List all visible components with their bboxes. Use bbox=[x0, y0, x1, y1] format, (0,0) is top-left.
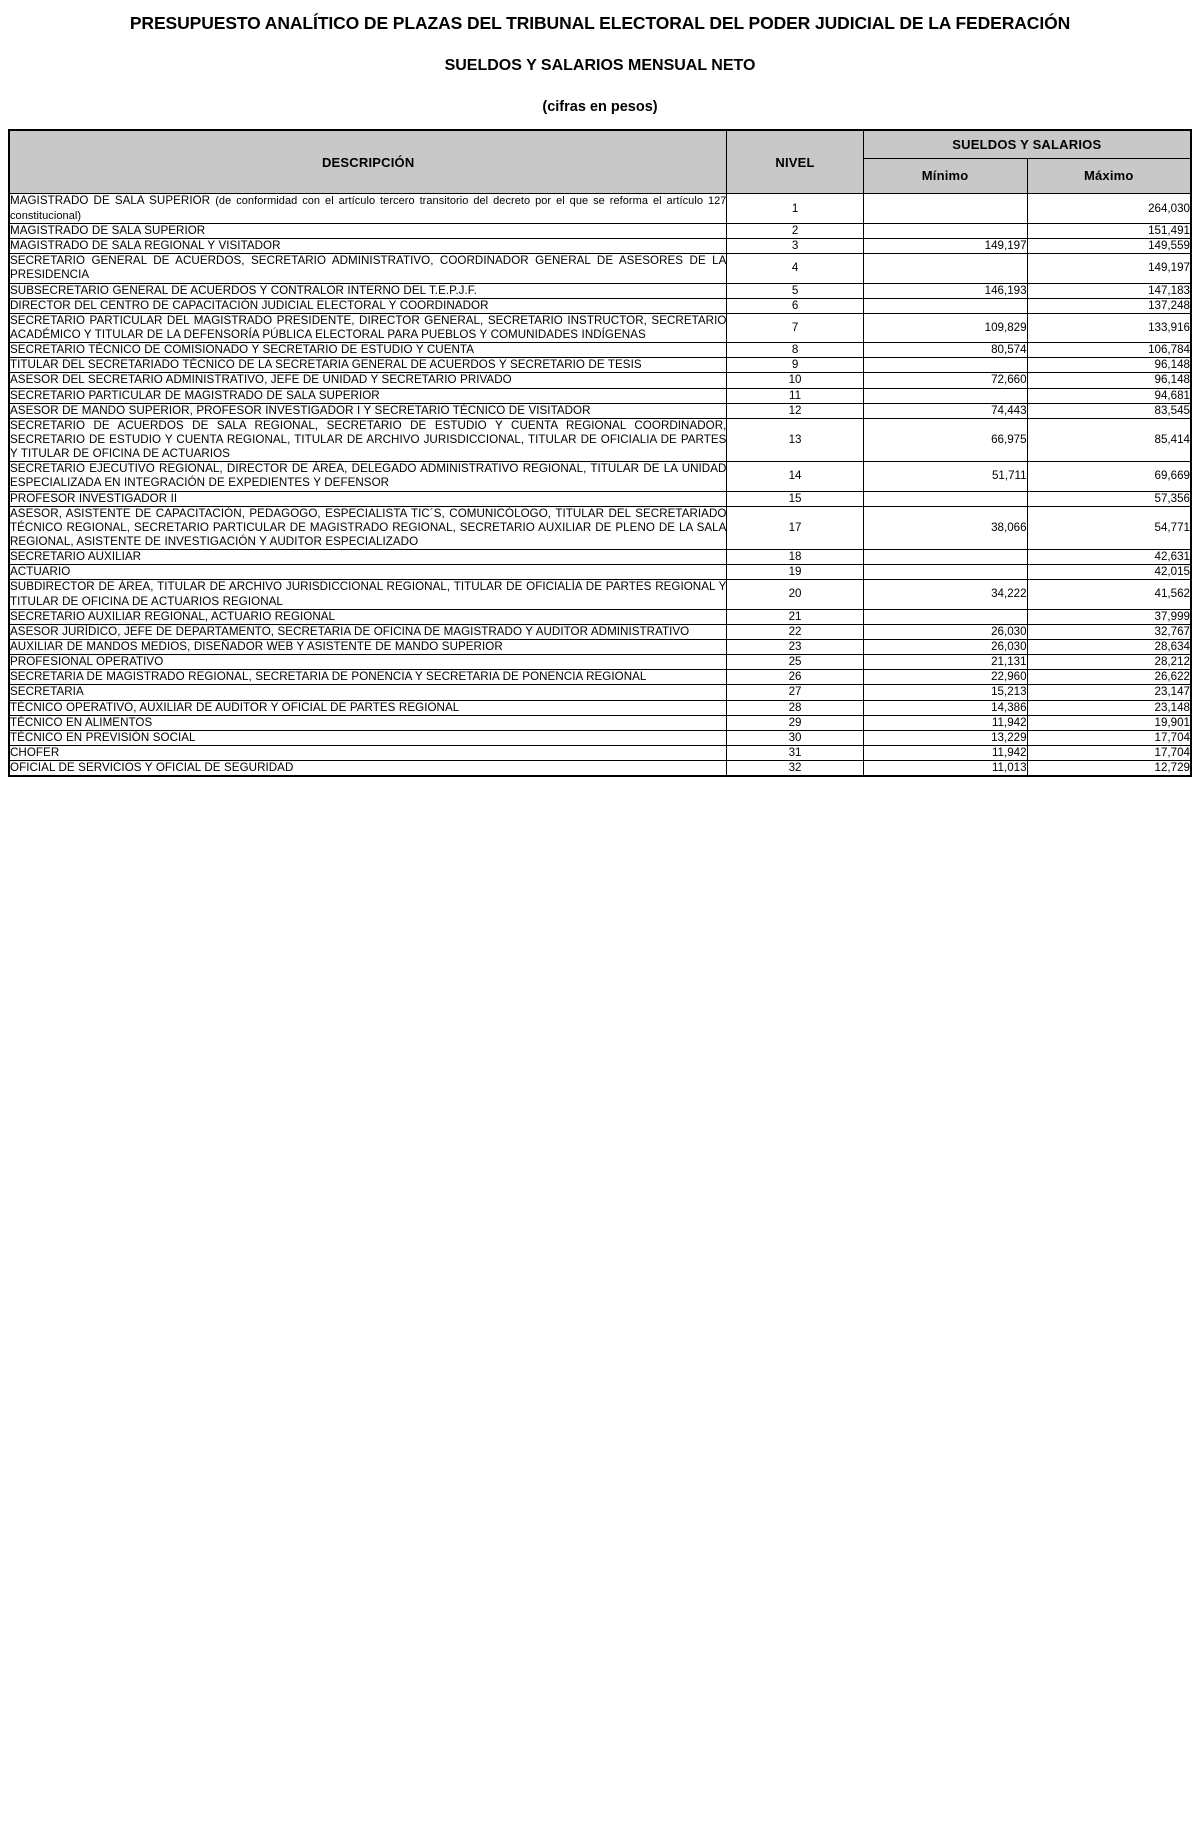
cell-descripcion: TÉCNICO EN ALIMENTOS bbox=[9, 715, 727, 730]
cell-nivel: 27 bbox=[727, 685, 863, 700]
cell-descripcion: TITULAR DEL SECRETARIADO TÉCNICO DE LA SECRETARIA GENERAL DE ACUERDOS Y SECRETARIO DE TESIS bbox=[9, 358, 727, 373]
cell-nivel: 6 bbox=[727, 298, 863, 313]
cell-descripcion: AUXILIAR DE MANDOS MEDIOS, DISEÑADOR WEB Y ASISTENTE DE MANDO SUPERIOR bbox=[9, 639, 727, 654]
cell-maximo: 23,148 bbox=[1027, 700, 1191, 715]
table-row bbox=[9, 624, 1191, 639]
cell-maximo: 133,916 bbox=[1027, 313, 1191, 342]
table-header-row-1 bbox=[9, 130, 1191, 158]
cell-maximo: 54,771 bbox=[1027, 506, 1191, 549]
budget-table bbox=[8, 129, 1192, 777]
table-row bbox=[9, 700, 1191, 715]
cell-minimo bbox=[863, 609, 1027, 624]
table-row bbox=[9, 609, 1191, 624]
cell-descripcion: SECRETARIO AUXILIAR bbox=[9, 550, 727, 565]
cell-descripcion: PROFESOR INVESTIGADOR II bbox=[9, 491, 727, 506]
cell-minimo bbox=[863, 194, 1027, 224]
table-row bbox=[9, 358, 1191, 373]
cell-maximo: 149,197 bbox=[1027, 254, 1191, 283]
table-body bbox=[9, 194, 1191, 777]
document-header bbox=[0, 0, 1200, 115]
cell-nivel: 5 bbox=[727, 283, 863, 298]
cell-descripcion: SECRETARIO PARTICULAR DEL MAGISTRADO PRESIDENTE, DIRECTOR GENERAL, SECRETARIO INSTRUCTOR, SECRETARIO ACADÉMICO Y TITULAR DE LA DEFENSORÍA PÚBLICA ELECTORAL PARA PUEBLOS Y COMUNIDADES INDÍGENAS bbox=[10, 313, 727, 341]
cell-minimo: 66,975 bbox=[863, 418, 1027, 461]
cell-descripcion: ACTUARIO bbox=[9, 565, 727, 580]
cell-nivel: 13 bbox=[727, 418, 863, 461]
column-header-minimo: Mínimo bbox=[863, 158, 1027, 194]
cell-descripcion: MAGISTRADO DE SALA REGIONAL Y VISITADOR bbox=[9, 239, 727, 254]
table-row bbox=[9, 745, 1191, 760]
cell-minimo bbox=[863, 298, 1027, 313]
table-row bbox=[9, 388, 1191, 403]
cell-maximo: 19,901 bbox=[1027, 715, 1191, 730]
cell-maximo: 28,212 bbox=[1027, 655, 1191, 670]
table-row bbox=[9, 761, 1191, 777]
cell-minimo: 109,829 bbox=[863, 313, 1027, 342]
table-row bbox=[9, 506, 1191, 549]
cell-descripcion: CHOFER bbox=[9, 745, 727, 760]
cell-descripcion: PROFESIONAL OPERATIVO bbox=[9, 655, 727, 670]
table-row bbox=[9, 730, 1191, 745]
cell-descripcion: SECRETARIO EJECUTIVO REGIONAL, DIRECTOR DE ÁREA, DELEGADO ADMINISTRATIVO REGIONAL, TITULAR DE LA UNIDAD ESPECIALIZADA EN INTEGRACIÓN DE EXPEDIENTES Y DEFENSOR bbox=[10, 462, 727, 490]
cell-nivel: 21 bbox=[727, 609, 863, 624]
cell-maximo: 96,148 bbox=[1027, 373, 1191, 388]
table-row bbox=[9, 254, 1191, 283]
table-row bbox=[9, 462, 1191, 491]
page-units-note: (cifras en pesos) bbox=[542, 99, 658, 116]
table-header bbox=[9, 130, 1191, 194]
cell-descripcion: SECRETARIA DE MAGISTRADO REGIONAL, SECRETARIA DE PONENCIA Y SECRETARIA DE PONENCIA REGIONAL bbox=[9, 670, 727, 685]
column-header-descripcion: DESCRIPCIÓN bbox=[9, 130, 727, 194]
cell-descripcion: SECRETARIA bbox=[9, 685, 727, 700]
table-row bbox=[9, 239, 1191, 254]
cell-maximo: 137,248 bbox=[1027, 298, 1191, 313]
table-row bbox=[9, 418, 1191, 461]
cell-nivel: 11 bbox=[727, 388, 863, 403]
cell-descripcion: SECRETARIO GENERAL DE ACUERDOS, SECRETARIO ADMINISTRATIVO, COORDINADOR GENERAL DE ASESORES DE LA PRESIDENCIA bbox=[10, 254, 727, 282]
cell-nivel: 25 bbox=[727, 655, 863, 670]
column-header-maximo: Máximo bbox=[1027, 158, 1191, 194]
cell-minimo: 74,443 bbox=[863, 403, 1027, 418]
cell-minimo: 11,013 bbox=[863, 761, 1027, 777]
cell-maximo: 26,622 bbox=[1027, 670, 1191, 685]
cell-nivel: 12 bbox=[727, 403, 863, 418]
table-row bbox=[9, 639, 1191, 654]
cell-minimo bbox=[863, 358, 1027, 373]
cell-maximo: 57,356 bbox=[1027, 491, 1191, 506]
table-row bbox=[9, 194, 1191, 224]
table-row bbox=[9, 373, 1191, 388]
cell-descripcion: SUBSECRETARIO GENERAL DE ACUERDOS Y CONTRALOR INTERNO DEL T.E.P.J.F. bbox=[9, 283, 727, 298]
cell-descripcion: SECRETARIO TÉCNICO DE COMISIONADO Y SECRETARIO DE ESTUDIO Y CUENTA bbox=[9, 343, 727, 358]
table-row bbox=[9, 715, 1191, 730]
table-row bbox=[9, 224, 1191, 239]
cell-nivel: 3 bbox=[727, 239, 863, 254]
cell-descripcion: SECRETARIO PARTICULAR DE MAGISTRADO DE SALA SUPERIOR bbox=[9, 388, 727, 403]
cell-maximo: 85,414 bbox=[1027, 418, 1191, 461]
cell-descripcion: MAGISTRADO DE SALA SUPERIOR bbox=[9, 224, 727, 239]
cell-nivel: 31 bbox=[727, 745, 863, 760]
cell-nivel: 30 bbox=[727, 730, 863, 745]
cell-minimo: 21,131 bbox=[863, 655, 1027, 670]
cell-descripcion: DIRECTOR DEL CENTRO DE CAPACITACIÓN JUDICIAL ELECTORAL Y COORDINADOR bbox=[9, 298, 727, 313]
cell-nivel: 15 bbox=[727, 491, 863, 506]
table-row bbox=[9, 313, 1191, 342]
document-page bbox=[0, 0, 1200, 777]
table-row bbox=[9, 283, 1191, 298]
cell-minimo bbox=[863, 224, 1027, 239]
cell-minimo: 72,660 bbox=[863, 373, 1027, 388]
cell-nivel: 26 bbox=[727, 670, 863, 685]
cell-nivel: 17 bbox=[727, 506, 863, 549]
cell-minimo: 22,960 bbox=[863, 670, 1027, 685]
cell-minimo: 80,574 bbox=[863, 343, 1027, 358]
table-row bbox=[9, 491, 1191, 506]
cell-maximo: 151,491 bbox=[1027, 224, 1191, 239]
cell-maximo: 69,669 bbox=[1027, 462, 1191, 491]
cell-nivel: 1 bbox=[727, 194, 863, 224]
cell-maximo: 147,183 bbox=[1027, 283, 1191, 298]
cell-descripcion: OFICIAL DE SERVICIOS Y OFICIAL DE SEGURIDAD bbox=[9, 761, 727, 777]
cell-minimo: 13,229 bbox=[863, 730, 1027, 745]
cell-descripcion: SECRETARIO DE ACUERDOS DE SALA REGIONAL, SECRETARIO DE ESTUDIO Y CUENTA REGIONAL COORDINADOR, SECRETARIO DE ESTUDIO Y CUENTA REGIONAL, TITULAR DE ARCHIVO JURISDICCIONAL, TITULAR DE OFICIALIA DE PARTES Y TITULAR DE OFICINA DE ACTUARIOS bbox=[10, 418, 727, 461]
table-row bbox=[9, 580, 1191, 609]
cell-maximo: 42,015 bbox=[1027, 565, 1191, 580]
cell-minimo bbox=[863, 388, 1027, 403]
cell-minimo bbox=[863, 254, 1027, 283]
cell-nivel: 22 bbox=[727, 624, 863, 639]
cell-maximo: 28,634 bbox=[1027, 639, 1191, 654]
cell-minimo bbox=[863, 565, 1027, 580]
cell-maximo: 106,784 bbox=[1027, 343, 1191, 358]
cell-maximo: 96,148 bbox=[1027, 358, 1191, 373]
table-row bbox=[9, 670, 1191, 685]
cell-maximo: 17,704 bbox=[1027, 730, 1191, 745]
cell-nivel: 8 bbox=[727, 343, 863, 358]
table-row bbox=[9, 298, 1191, 313]
column-header-group-sueldos: SUELDOS Y SALARIOS bbox=[863, 130, 1191, 158]
cell-nivel: 9 bbox=[727, 358, 863, 373]
cell-minimo: 15,213 bbox=[863, 685, 1027, 700]
cell-nivel: 10 bbox=[727, 373, 863, 388]
cell-nivel: 4 bbox=[727, 254, 863, 283]
column-header-nivel: NIVEL bbox=[727, 130, 863, 194]
cell-maximo: 32,767 bbox=[1027, 624, 1191, 639]
cell-nivel: 20 bbox=[727, 580, 863, 609]
cell-nivel: 28 bbox=[727, 700, 863, 715]
cell-nivel: 18 bbox=[727, 550, 863, 565]
cell-maximo: 149,559 bbox=[1027, 239, 1191, 254]
cell-maximo: 264,030 bbox=[1027, 194, 1191, 224]
table-row bbox=[9, 685, 1191, 700]
cell-nivel: 2 bbox=[727, 224, 863, 239]
cell-maximo: 94,681 bbox=[1027, 388, 1191, 403]
table-row bbox=[9, 403, 1191, 418]
cell-minimo: 146,193 bbox=[863, 283, 1027, 298]
cell-nivel: 23 bbox=[727, 639, 863, 654]
cell-minimo: 11,942 bbox=[863, 715, 1027, 730]
cell-minimo: 51,711 bbox=[863, 462, 1027, 491]
cell-minimo: 14,386 bbox=[863, 700, 1027, 715]
cell-descripcion: SUBDIRECTOR DE ÁREA, TITULAR DE ARCHIVO JURISDICCIONAL REGIONAL, TITULAR DE OFICIALÍA DE PARTES REGIONAL Y TITULAR DE OFICINA DE ACTUARIOS REGIONAL bbox=[10, 580, 727, 608]
cell-maximo: 17,704 bbox=[1027, 745, 1191, 760]
cell-descripcion: ASESOR, ASISTENTE DE CAPACITACIÓN, PEDAGOGO, ESPECIALISTA TIC´S, COMUNICÓLOGO, TITULAR DEL SECRETARIADO TÉCNICO REGIONAL, SECRETARIO PARTICULAR DE MAGISTRADO REGIONAL, SECRETARIO AUXILIAR DE PLENO DE LA SALA REGIONAL, ASISTENTE DE INVESTIGACIÓN Y AUDITOR ESPECIALIZADO bbox=[10, 506, 727, 548]
cell-descripcion: ASESOR DEL SECRETARIO ADMINISTRATIVO, JEFE DE UNIDAD Y SECRETARIO PRIVADO bbox=[9, 373, 727, 388]
cell-minimo: 26,030 bbox=[863, 624, 1027, 639]
cell-minimo bbox=[863, 491, 1027, 506]
table-row bbox=[9, 655, 1191, 670]
cell-descripcion: ASESOR JURÍDICO, JEFE DE DEPARTAMENTO, SECRETARIA DE OFICINA DE MAGISTRADO Y AUDITOR ADMINISTRATIVO bbox=[9, 624, 727, 639]
table-row bbox=[9, 550, 1191, 565]
cell-nivel: 19 bbox=[727, 565, 863, 580]
cell-minimo bbox=[863, 550, 1027, 565]
cell-nivel: 32 bbox=[727, 761, 863, 777]
cell-minimo: 34,222 bbox=[863, 580, 1027, 609]
cell-nivel: 7 bbox=[727, 313, 863, 342]
page-subtitle: SUELDOS Y SALARIOS MENSUAL NETO bbox=[444, 57, 756, 75]
page-title: PRESUPUESTO ANALÍTICO DE PLAZAS DEL TRIBUNAL ELECTORAL DEL PODER JUDICIAL DE LA FEDERACIÓN bbox=[129, 13, 1071, 33]
cell-minimo: 26,030 bbox=[863, 639, 1027, 654]
cell-descripcion: SECRETARIO AUXILIAR REGIONAL, ACTUARIO REGIONAL bbox=[9, 609, 727, 624]
cell-maximo: 41,562 bbox=[1027, 580, 1191, 609]
cell-minimo: 38,066 bbox=[863, 506, 1027, 549]
budget-table-container bbox=[0, 129, 1200, 777]
cell-maximo: 23,147 bbox=[1027, 685, 1191, 700]
cell-maximo: 37,999 bbox=[1027, 609, 1191, 624]
table-row bbox=[9, 565, 1191, 580]
cell-minimo: 11,942 bbox=[863, 745, 1027, 760]
cell-descripcion: TÉCNICO EN PREVISIÓN SOCIAL bbox=[9, 730, 727, 745]
cell-maximo: 83,545 bbox=[1027, 403, 1191, 418]
cell-descripcion: MAGISTRADO DE SALA SUPERIOR (de conformidad con el artículo tercero transitorio del decreto por el que se reforma el artículo 127 constitucional) bbox=[10, 194, 727, 222]
cell-maximo: 42,631 bbox=[1027, 550, 1191, 565]
cell-nivel: 14 bbox=[727, 462, 863, 491]
cell-descripcion: ASESOR DE MANDO SUPERIOR, PROFESOR INVESTIGADOR I Y SECRETARIO TÉCNICO DE VISITADOR bbox=[9, 403, 727, 418]
cell-nivel: 29 bbox=[727, 715, 863, 730]
cell-minimo: 149,197 bbox=[863, 239, 1027, 254]
cell-descripcion: TÉCNICO OPERATIVO, AUXILIAR DE AUDITOR Y OFICIAL DE PARTES REGIONAL bbox=[9, 700, 727, 715]
cell-maximo: 12,729 bbox=[1027, 761, 1191, 777]
table-row bbox=[9, 343, 1191, 358]
